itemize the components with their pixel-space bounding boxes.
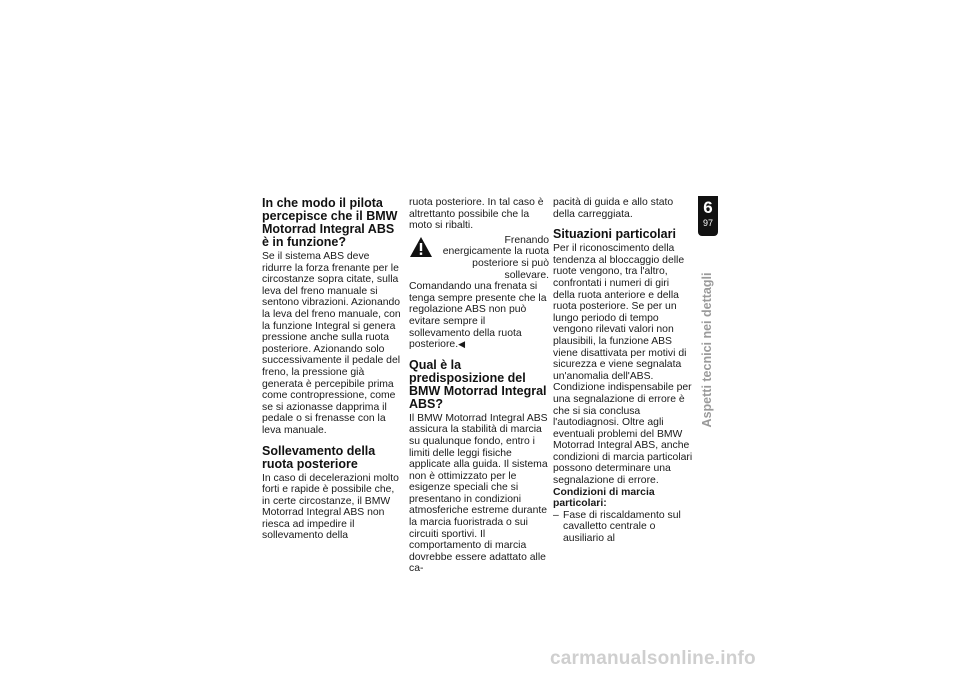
column-1 (262, 197, 402, 542)
list-item (553, 510, 693, 545)
end-mark-icon: ◀ (458, 339, 466, 350)
warning-text: Frenando energicamente la ruota posteriore si può sollevare. (442, 234, 549, 281)
page-number: 97 (702, 218, 713, 228)
heading-rear-wheel-lift: Sollevamento della ruota posteriore (262, 443, 376, 471)
paragraph-braking-note: Comandando una frenata si tenga sempre presente che la regolazione ABS non può evitare sempre il sollevamento della ruota posteriore.◀ (409, 281, 547, 351)
column-3 (553, 197, 693, 545)
paragraph-abs-perception: Se il sistema ABS deve ridurre la forza frenante per le circostanze sopra citate, sulla leva del freno manuale si sentono vibrazioni. Azionando la leva del freno manuale, con la funzione Integral si genera pressione anche sulla ruota posteriore. Azionando solo successivamente il pedale del freno, la pressione già generata è percepibile prima come contropressione, come se si azionasse dapprima il pedale o si frenasse con la leva manuale. (262, 251, 401, 436)
label-special-conditions: Condizioni di marcia particolari: (553, 486, 655, 510)
chapter-tab (698, 196, 718, 236)
paragraph-continuation-2: pacità di guida e allo stato della carreggiata. (553, 197, 674, 220)
bullet-text: Fase di riscaldamento sul cavalletto centrale o ausiliario al (563, 509, 681, 545)
paragraph-rear-wheel-lift: In caso di decelerazioni molto forti e rapide è possibile che, in certe circostanze, il BMW Motorrad Integral ABS non riesca ad impedire il sollevamento della (262, 472, 399, 542)
section-title-vertical: Aspetti tecnici nei dettagli (700, 272, 714, 428)
heading-abs-perception: In che modo il pilota percepisce che il BMW Motorrad Integral ABS è in funzione? (262, 196, 398, 249)
warning-triangle-icon (409, 236, 433, 258)
paragraph-abs-design: Il BMW Motorrad Integral ABS assicura la stabilità di marcia su qualunque fondo, entro i limiti delle leggi fisiche applicate alla guida. Il sistema non è ottimizzato per le esigenze speciali che si presentano in condizioni atmosferiche estreme durante la marcia fuoristrada o sui circuiti sportivi. Il comportamento di marcia dovrebbe essere adattato alle ca- (409, 412, 548, 575)
heading-abs-design: Qual è la predisposizione del BMW Motorrad Integral ABS? (409, 357, 547, 411)
column-2 (409, 197, 549, 575)
chapter-number: 6 (703, 198, 713, 217)
watermark: carmanualsonline.info (550, 648, 756, 669)
bullet-dash: – (553, 509, 559, 521)
warning-box (409, 235, 549, 281)
heading-special-situations: Situazioni particolari (553, 227, 676, 242)
paragraph-continuation: ruota posteriore. In tal caso è altrettanto possibile che la moto si ribalti. (409, 197, 544, 232)
paragraph-special-situations: Per il riconoscimento della tendenza al bloccaggio delle ruote vengono, tra l'altro, confrontati i numeri di giri della ruota anteriore e della ruota posteriore. Se per un lungo periodo di tempo vengono rilevati valori non plausibili, la funzione ABS viene disattivata per motivi di sicurezza e viene segnalata un'anomalia dell'ABS. Condizione indispensabile per una segnalazione di errore è che si sia conclusa l'autodiagnosi. Oltre agli eventuali problemi del BMW Motorrad Integral ABS, anche condizioni di marcia particolari possono determinare una segnalazione di errore. (553, 243, 693, 487)
